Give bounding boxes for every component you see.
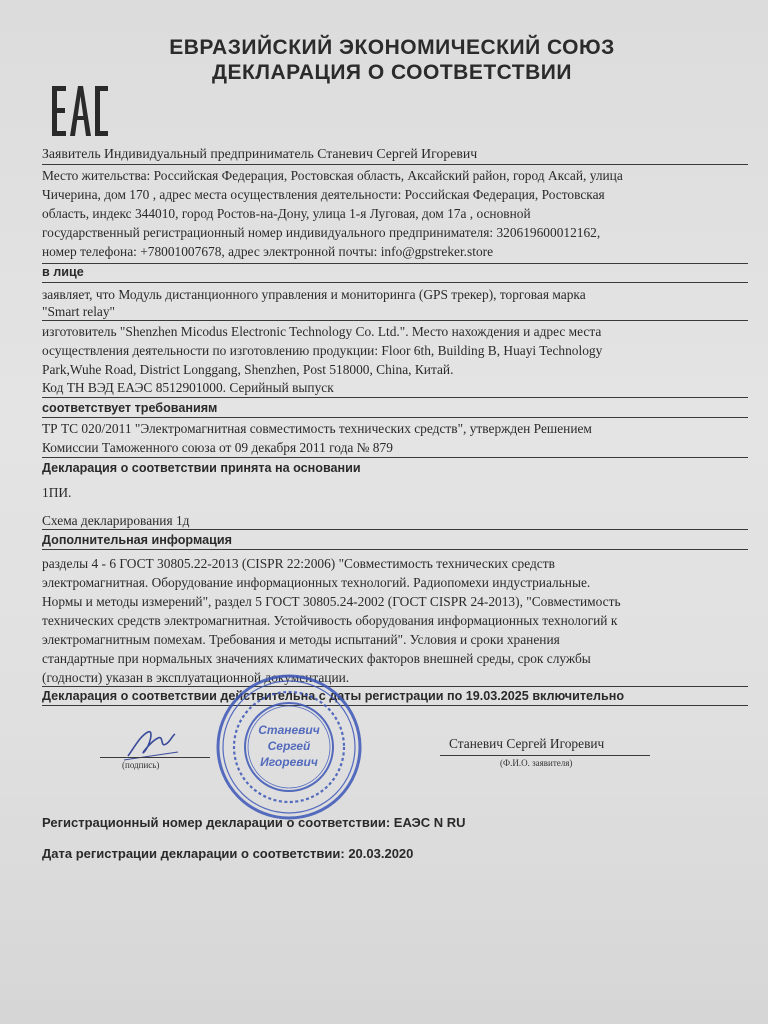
signature-caption: (подпись) (122, 760, 160, 770)
in-person-label: в лице (42, 265, 84, 279)
signer-name: Станевич Сергей Игоревич (449, 736, 605, 751)
additional-line-1: разделы 4 - 6 ГОСТ 30805.22-2013 (CISPR 22:2006) "Совместимость технических средств (42, 556, 555, 571)
divider (42, 417, 748, 418)
stamp-line-3: Игоревич (260, 755, 318, 769)
divider (42, 549, 748, 550)
stamp-line-1: Станевич (258, 723, 320, 737)
union-title: ЕВРАЗИЙСКИЙ ЭКОНОМИЧЕСКИЙ СОЮЗ (169, 36, 615, 59)
basis-heading: Декларация о соответствии принята на основании (42, 461, 361, 475)
basis-value: 1ПИ. (42, 485, 72, 500)
additional-heading: Дополнительная информация (42, 533, 232, 547)
divider (42, 686, 748, 687)
additional-line-6: стандартные при нормальных значениях климатических факторов внешней среды, срок службы (42, 651, 591, 666)
additional-line-3: Нормы и методы измерений", раздел 5 ГОСТ 30805.24-2002 (ГОСТ CISPR 24-2013), "Совместимость (42, 594, 621, 609)
residence-line-3: область, индекс 344010, город Ростов-на-Дону, улица 1-я Луговая, дом 17а , основной (42, 206, 531, 221)
additional-line-4: технических средств электромагнитная. Устойчивость оборудования информационных технологий к (42, 613, 618, 628)
stamp-line-2: Сергей (267, 739, 311, 753)
divider (42, 705, 748, 706)
complies-line-1: ТР ТС 020/2011 "Электромагнитная совместимость технических средств", утвержден Решением (42, 421, 592, 436)
seal-stamp (214, 672, 364, 822)
divider (42, 164, 748, 165)
validity-line: Декларация о соответствии действительна с даты регистрации по 19.03.2025 включительно (42, 689, 625, 703)
declares-line-1: заявляет, что Модуль дистанционного управления и мониторинга (GPS трекер), торговая марка (42, 287, 586, 302)
divider (42, 282, 748, 283)
manufacturer-line-3: Park,Wuhe Road, District Longgang, Shenzhen, Post 518000, China, Китай. (42, 362, 454, 377)
name-line (440, 755, 650, 756)
registration-date: Дата регистрации декларации о соответствии: 20.03.2020 (42, 846, 414, 861)
declares-line-2: "Smart relay" (42, 304, 116, 319)
additional-line-5: электромагнитным помехам. Требования и методы испытаний". Условия и сроки хранения (42, 632, 560, 647)
additional-line-7: (годности) указан в эксплуатационной документации. (42, 670, 350, 685)
residence-line-4: государственный регистрационный номер индивидуального предпринимателя: 320619600012162, (42, 225, 601, 240)
manufacturer-line-2: осуществления деятельности по изготовлению продукции: Floor 6th, Building B, Huayi Technology (42, 343, 603, 358)
complies-heading: соответствует требованиям (42, 401, 218, 415)
scheme-line: Схема декларирования 1д (42, 513, 190, 528)
signer-name-caption: (Ф.И.О. заявителя) (500, 758, 573, 768)
signature-line (100, 757, 210, 758)
residence-line-5: номер телефона: +78001007678, адрес электронной почты: info@gpstreker.store (42, 244, 494, 259)
divider (42, 320, 748, 321)
divider (42, 457, 748, 458)
manufacturer-line-1: изготовитель "Shenzhen Micodus Electronic Technology Co. Ltd.". Место нахождения и адрес места (42, 324, 602, 339)
divider (42, 529, 748, 530)
eac-logo (50, 82, 110, 140)
additional-line-2: электромагнитная. Оборудование информационных технологий. Радиопомехи индустриальные. (42, 575, 591, 590)
divider (42, 397, 748, 398)
declaration-title: ДЕКЛАРАЦИЯ О СООТВЕТСТВИИ (211, 61, 572, 84)
residence-line-2: Чичерина, дом 170 , адрес места осуществления деятельности: Российская Федерация, Ростовская (42, 187, 605, 202)
divider (42, 263, 748, 264)
residence-line-1: Место жительства: Российская Федерация, Ростовская область, Аксайский район, город Аксай, улица (42, 168, 623, 183)
complies-line-2: Комиссии Таможенного союза от 09 декабря 2011 года № 879 (42, 440, 393, 455)
applicant-line: Заявитель Индивидуальный предприниматель Станевич Сергей Игоревич (42, 146, 478, 161)
registration-number: Регистрационный номер декларации о соответствии: ЕАЭС N RU (42, 815, 466, 830)
hs-code-line: Код ТН ВЭД ЕАЭС 8512901000. Серийный выпуск (42, 380, 334, 395)
